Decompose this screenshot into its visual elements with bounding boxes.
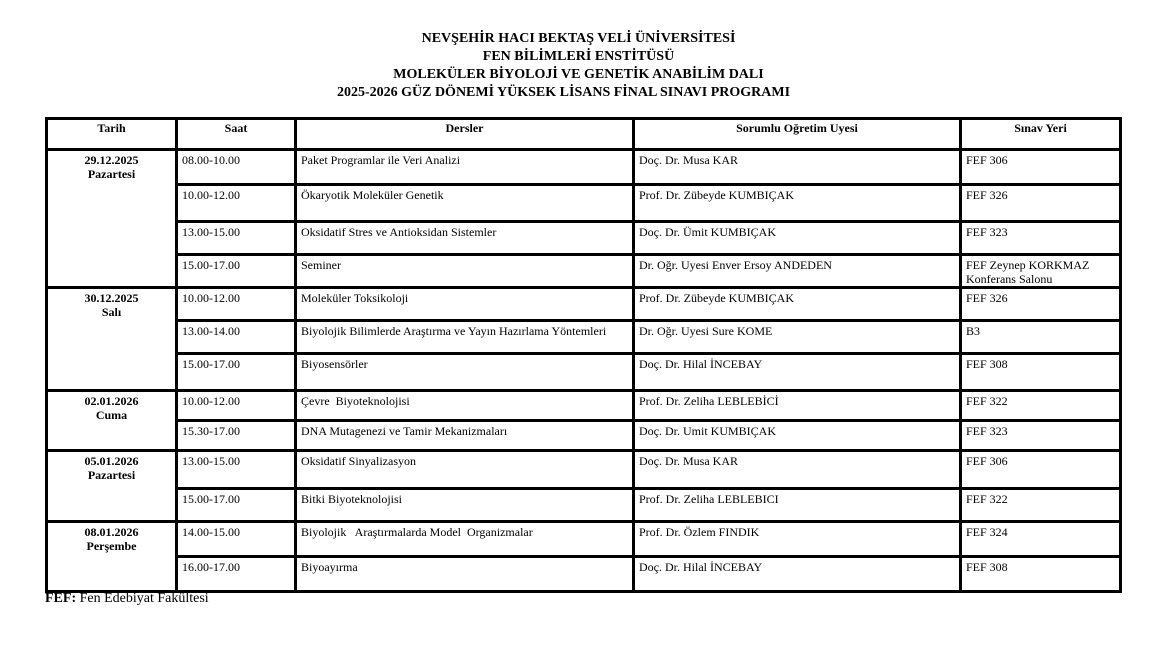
- date-cell: [47, 391, 177, 451]
- table-row: [47, 489, 1121, 522]
- university-name: NEVŞEHİR HACI BEKTAŞ VELİ ÜNİVERSİTESİ: [421, 31, 736, 46]
- time-cell: 08.00-10.00: [177, 150, 296, 185]
- time-cell: 15.00-17.00: [177, 354, 296, 391]
- lecturer-cell: Prof. Dr. Zeliha LEBLEBİCİ: [634, 391, 961, 421]
- table-row: [47, 255, 1121, 288]
- room-cell: FEF 323: [961, 222, 1121, 255]
- table-row: [47, 451, 1121, 489]
- date-cell: [47, 522, 177, 592]
- room-cell: FEF 322: [961, 489, 1121, 522]
- department-name: MOLEKÜLER BİYOLOJİ VE GENETİK ANABİLİM DALI: [393, 67, 764, 82]
- table-row: [47, 150, 1121, 185]
- lecturer-cell: Doç. Dr. Hilal İNCEBAY: [634, 557, 961, 592]
- course-cell: Bitki Biyoteknolojisi: [296, 489, 634, 522]
- lecturer-cell: Doç. Dr. Hilal İNCEBAY: [634, 354, 961, 391]
- time-cell: 15.00-17.00: [177, 489, 296, 522]
- room-cell: FEF 308: [961, 557, 1121, 592]
- time-cell: 14.00-15.00: [177, 522, 296, 557]
- course-cell: Paket Programlar ile Veri Analizi: [296, 150, 634, 185]
- course-cell: Biyoayırma: [296, 557, 634, 592]
- column-header-time: Saat: [177, 119, 296, 150]
- room-cell: FEF 326: [961, 185, 1121, 222]
- table-row: [47, 354, 1121, 391]
- time-cell: 15.00-17.00: [177, 255, 296, 288]
- course-cell: Biyosensörler: [296, 354, 634, 391]
- table-row: [47, 288, 1121, 321]
- institute-name: FEN BİLİMLERİ ENSTİTÜSÜ: [482, 49, 675, 64]
- lecturer-cell: Prof. Dr. Zeliha LEBLEBICI: [634, 489, 961, 522]
- course-cell: DNA Mutagenezi ve Tamir Mekanizmaları: [296, 421, 634, 451]
- column-header-courses: Dersler: [296, 119, 634, 150]
- exam-date: 29.12.2025: [84, 153, 139, 167]
- course-cell: Moleküler Toksikoloji: [296, 288, 634, 321]
- course-cell: Biyolojik Bilimlerde Araştırma ve Yayın Hazırlama Yöntemleri: [296, 321, 634, 354]
- course-cell: Çevre Biyoteknolojisi: [296, 391, 634, 421]
- table-row: [47, 222, 1121, 255]
- exam-date: 08.01.2026: [84, 525, 139, 539]
- exam-weekday: Cuma: [95, 408, 128, 422]
- time-cell: 10.00-12.00: [177, 288, 296, 321]
- lecturer-cell: Doç. Dr. Musa KAR: [634, 150, 961, 185]
- time-cell: 13.00-15.00: [177, 451, 296, 489]
- course-cell: Seminer: [296, 255, 634, 288]
- time-cell: 10.00-12.00: [177, 391, 296, 421]
- column-header-lecturer: Sorumlu Oğretim Uyesi: [634, 119, 961, 150]
- date-cell: [47, 451, 177, 522]
- lecturer-cell: Dr. Oğr. Uyesi Enver Ersoy ANDEDEN: [634, 255, 961, 288]
- time-cell: 10.00-12.00: [177, 185, 296, 222]
- document-header: [0, 30, 1157, 102]
- room-cell: FEF 306: [961, 150, 1121, 185]
- exam-program-title: 2025-2026 GÜZ DÖNEMİ YÜKSEK LİSANS FİNAL SINAVI PROGRAMI: [336, 85, 791, 100]
- lecturer-cell: Prof. Dr. Zübeyde KUMBIÇAK: [634, 288, 961, 321]
- exam-weekday: Salı: [101, 305, 122, 319]
- table-row: [47, 391, 1121, 421]
- column-header-room: Sınav Yeri: [961, 119, 1121, 150]
- lecturer-cell: Doç. Dr. Ümit KUMBIÇAK: [634, 222, 961, 255]
- lecturer-cell: Dr. Oğr. Uyesi Sure KOME: [634, 321, 961, 354]
- lecturer-cell: Doç. Dr. Umit KUMBIÇAK: [634, 421, 961, 451]
- time-cell: 16.00-17.00: [177, 557, 296, 592]
- lecturer-cell: Prof. Dr. Zübeyde KUMBIÇAK: [634, 185, 961, 222]
- room-cell: FEF Zeynep KORKMAZ Konferans Salonu: [961, 255, 1121, 288]
- date-cell: [47, 288, 177, 391]
- table-row: [47, 321, 1121, 354]
- room-cell: FEF 322: [961, 391, 1121, 421]
- table-row: [47, 522, 1121, 557]
- footnote-meaning: Fen Edebiyat Fakültesi: [79, 591, 209, 606]
- room-cell: FEF 324: [961, 522, 1121, 557]
- table-row: [47, 185, 1121, 222]
- room-cell: FEF 308: [961, 354, 1121, 391]
- course-cell: Ökaryotik Moleküler Genetik: [296, 185, 634, 222]
- time-cell: 15.30-17.00: [177, 421, 296, 451]
- lecturer-cell: Doç. Dr. Musa KAR: [634, 451, 961, 489]
- exam-date: 05.01.2026: [84, 454, 139, 468]
- footnote: [45, 591, 209, 607]
- time-cell: 13.00-14.00: [177, 321, 296, 354]
- lecturer-cell: Prof. Dr. Özlem FINDIK: [634, 522, 961, 557]
- footnote-abbreviation: FEF:: [45, 591, 77, 606]
- column-header-date: Tarih: [47, 119, 177, 150]
- exam-date: 02.01.2026: [84, 394, 139, 408]
- course-cell: Biyolojik Araştırmalarda Model Organizmalar: [296, 522, 634, 557]
- exam-date: 30.12.2025: [84, 291, 139, 305]
- room-cell: FEF 306: [961, 451, 1121, 489]
- time-cell: 13.00-15.00: [177, 222, 296, 255]
- course-cell: Oksidatif Sinyalizasyon: [296, 451, 634, 489]
- exam-weekday: Pazartesi: [87, 468, 136, 482]
- table-row: [47, 557, 1121, 592]
- exam-schedule-table: [45, 117, 1122, 593]
- room-cell: B3: [961, 321, 1121, 354]
- date-cell: [47, 150, 177, 288]
- exam-weekday: Pazartesi: [87, 167, 136, 181]
- course-cell: Oksidatif Stres ve Antioksidan Sistemler: [296, 222, 634, 255]
- room-cell: FEF 323: [961, 421, 1121, 451]
- table-header-row: [47, 119, 1121, 150]
- exam-weekday: Perşembe: [86, 539, 137, 553]
- room-cell: FEF 326: [961, 288, 1121, 321]
- table-row: [47, 421, 1121, 451]
